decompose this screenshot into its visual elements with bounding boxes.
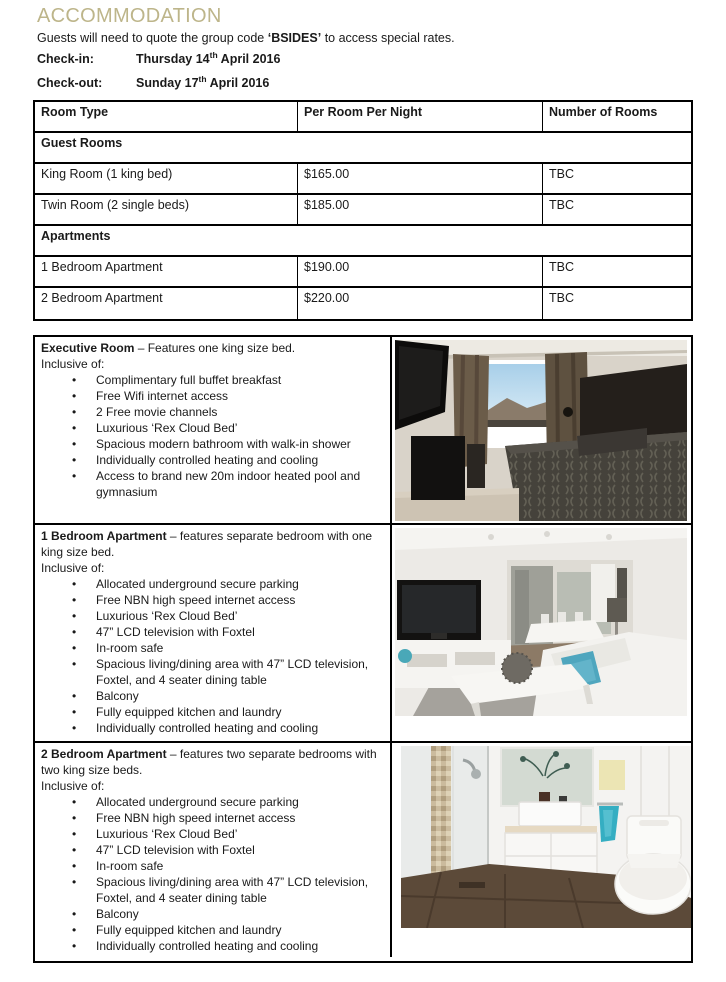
room-name: 2 Bedroom Apartment <box>41 747 167 761</box>
detail-heading <box>41 340 384 356</box>
detail-heading <box>41 528 384 560</box>
cell-room-type: King Room (1 king bed) <box>35 164 298 193</box>
detail-row-executive-room <box>35 337 691 525</box>
feature-list <box>41 372 384 500</box>
bullet-item: • Spacious living/dining area with 47” LCD television, Foxtel, and 4 seater dining table <box>41 656 384 688</box>
detail-heading <box>41 746 384 778</box>
col-header-number-of-rooms: Number of Rooms <box>549 105 658 119</box>
photo-cell <box>392 525 691 741</box>
cell-room-type: Twin Room (2 single beds) <box>35 195 298 224</box>
bullet-item: • In-room safe <box>41 858 384 874</box>
cell-room-type: 1 Bedroom Apartment <box>35 257 298 286</box>
check-in-date-rest: April 2016 <box>217 52 281 66</box>
check-in-line <box>37 49 281 66</box>
rates-header-row <box>35 102 691 133</box>
check-in-date-ordinal: th <box>209 49 218 60</box>
check-in-date: Thursday 14 <box>136 52 210 66</box>
bullet-item: • Balcony <box>41 688 384 704</box>
detail-text-executive-room <box>35 337 392 523</box>
room-details-table <box>33 335 693 963</box>
cell-rate: $190.00 <box>298 257 543 286</box>
section-label: Apartments <box>41 229 111 243</box>
intro-prefix: Guests will need to quote the group code <box>37 31 268 45</box>
bullet-item: • 47” LCD television with Foxtel <box>41 624 384 640</box>
room-name: Executive Room <box>41 341 135 355</box>
inclusive-label: Inclusive of: <box>41 357 105 371</box>
intro-text <box>37 31 455 45</box>
bullet-item: • Access to brand new 20m indoor heated pool and gymnasium <box>41 468 384 500</box>
intro-suffix: to access special rates. <box>321 31 455 45</box>
table-row-2-bedroom <box>35 288 691 319</box>
bullet-item: • Complimentary full buffet breakfast <box>41 372 384 388</box>
bullet-item: • Individually controlled heating and cooling <box>41 452 384 468</box>
col-header-per-room-per-night: Per Room Per Night <box>298 102 543 131</box>
bullet-item: • Free NBN high speed internet access <box>41 592 384 608</box>
bullet-item: • Free NBN high speed internet access <box>41 810 384 826</box>
check-out-label: Check-out: <box>37 76 103 90</box>
bullet-item: • Individually controlled heating and cooling <box>41 938 384 954</box>
bullet-item: • Free Wifi internet access <box>41 388 384 404</box>
detail-row-1-bedroom-apartment <box>35 525 691 743</box>
room-name: 1 Bedroom Apartment <box>41 529 167 543</box>
bullet-item: • Luxurious ‘Rex Cloud Bed’ <box>41 608 384 624</box>
one-bedroom-apartment-photo <box>395 528 687 716</box>
bullet-item: • Luxurious ‘Rex Cloud Bed’ <box>41 826 384 842</box>
bullet-item: • Allocated underground secure parking <box>41 794 384 810</box>
table-row-twin-room <box>35 195 691 226</box>
inclusive-label: Inclusive of: <box>41 561 105 575</box>
group-code: ‘BSIDES’ <box>267 31 322 45</box>
bullet-item: • Individually controlled heating and cooling <box>41 720 384 736</box>
page-title: ACCOMMODATION <box>37 5 222 27</box>
bullet-item: • Balcony <box>41 906 384 922</box>
feature-list <box>41 576 384 736</box>
bullet-item: • Fully equipped kitchen and laundry <box>41 922 384 938</box>
bullet-item: • Spacious living/dining area with 47” LCD television, Foxtel, and 4 seater dining table <box>41 874 384 906</box>
table-row-king-room <box>35 164 691 195</box>
inclusive-label: Inclusive of: <box>41 779 105 793</box>
cell-number-of-rooms: TBC <box>549 291 574 305</box>
bullet-item: • Fully equipped kitchen and laundry <box>41 704 384 720</box>
room-subtitle: – features two separate bedrooms with two king size beds. <box>41 747 377 777</box>
bullet-item: • In-room safe <box>41 640 384 656</box>
check-out-date-ordinal: th <box>198 73 207 84</box>
cell-room-type: 2 Bedroom Apartment <box>35 288 298 319</box>
detail-text-1-bedroom <box>35 525 392 741</box>
table-row-1-bedroom <box>35 257 691 288</box>
photo-cell <box>392 337 691 523</box>
bullet-item: • 2 Free movie channels <box>41 404 384 420</box>
cell-number-of-rooms: TBC <box>549 198 574 212</box>
detail-row-2-bedroom-apartment <box>35 743 691 957</box>
detail-text-2-bedroom <box>35 743 392 957</box>
two-bedroom-apartment-photo <box>401 746 691 928</box>
bullet-item: • 47” LCD television with Foxtel <box>41 842 384 858</box>
bullet-item: • Allocated underground secure parking <box>41 576 384 592</box>
section-label: Guest Rooms <box>41 136 123 150</box>
section-row-apartments <box>35 226 691 257</box>
bullet-item: • Luxurious ‘Rex Cloud Bed’ <box>41 420 384 436</box>
check-in-label: Check-in: <box>37 52 94 66</box>
check-out-date: Sunday 17 <box>136 76 199 90</box>
cell-number-of-rooms: TBC <box>549 260 574 274</box>
bullet-item: • Spacious modern bathroom with walk-in shower <box>41 436 384 452</box>
feature-list <box>41 794 384 954</box>
cell-rate: $220.00 <box>298 288 543 319</box>
check-out-date-rest: April 2016 <box>206 76 270 90</box>
photo-cell <box>392 743 691 957</box>
room-subtitle: – features separate bedroom with one king size bed. <box>41 529 373 559</box>
cell-number-of-rooms: TBC <box>549 167 574 181</box>
executive-room-photo <box>395 340 687 521</box>
col-header-room-type: Room Type <box>35 102 298 131</box>
check-out-line <box>37 73 270 90</box>
section-row-guest-rooms <box>35 133 691 164</box>
room-subtitle: – Features one king size bed. <box>134 341 296 355</box>
cell-rate: $185.00 <box>298 195 543 224</box>
room-rates-table <box>33 100 693 321</box>
cell-rate: $165.00 <box>298 164 543 193</box>
